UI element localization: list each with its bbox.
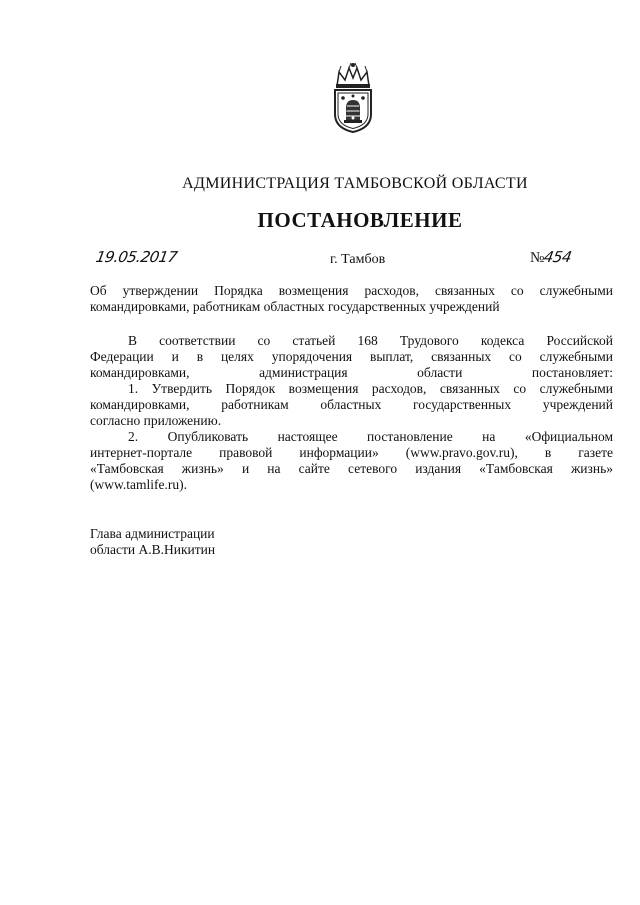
signature-name: области А.В.Никитин <box>90 542 216 557</box>
document-body <box>90 333 613 493</box>
number-sign: № <box>530 250 545 266</box>
body-line: 1. Утвердить Порядок возмещения расходов, связанных со служебными <box>128 381 613 396</box>
number-value: 454 <box>542 248 574 266</box>
subject-line: Об утверждении Порядка возмещения расходов, связанных со служебными <box>90 283 613 298</box>
body-line: командировками, администрация области постановляет: <box>90 365 613 380</box>
body-line: В соответствии со статьей 168 Трудового кодекса Российской <box>128 333 613 348</box>
body-line: согласно приложению. <box>90 413 222 428</box>
body-line: командировками, работникам областных государственных учреждений <box>90 397 613 412</box>
document-number <box>530 248 574 267</box>
body-line: Федерации и в целях упорядочения выплат, связанных со служебными <box>90 349 613 364</box>
document-type-title: ПОСТАНОВЛЕНИЕ <box>257 208 463 232</box>
subject-line: командировками, работникам областных государственных учреждений <box>90 299 500 314</box>
coat-of-arms-icon <box>329 62 377 134</box>
document-date: 19.05.2017 <box>94 248 179 266</box>
body-line: «Тамбовская жизнь» и на сайте сетевого издания «Тамбовская жизнь» <box>90 461 613 476</box>
signature-title: Глава администрации <box>90 526 215 541</box>
body-line: 2. Опубликовать настоящее постановление на «Официальном <box>128 429 613 444</box>
document-subject <box>90 283 613 315</box>
body-line: интернет-портале правовой информации» (www.pravo.gov.ru), в газете <box>90 445 613 460</box>
document-city: г. Тамбов <box>330 252 386 267</box>
organization-name: АДМИНИСТРАЦИЯ ТАМБОВСКОЙ ОБЛАСТИ <box>182 175 528 192</box>
body-line: (www.tamlife.ru). <box>90 477 187 492</box>
signature-block <box>90 526 613 558</box>
